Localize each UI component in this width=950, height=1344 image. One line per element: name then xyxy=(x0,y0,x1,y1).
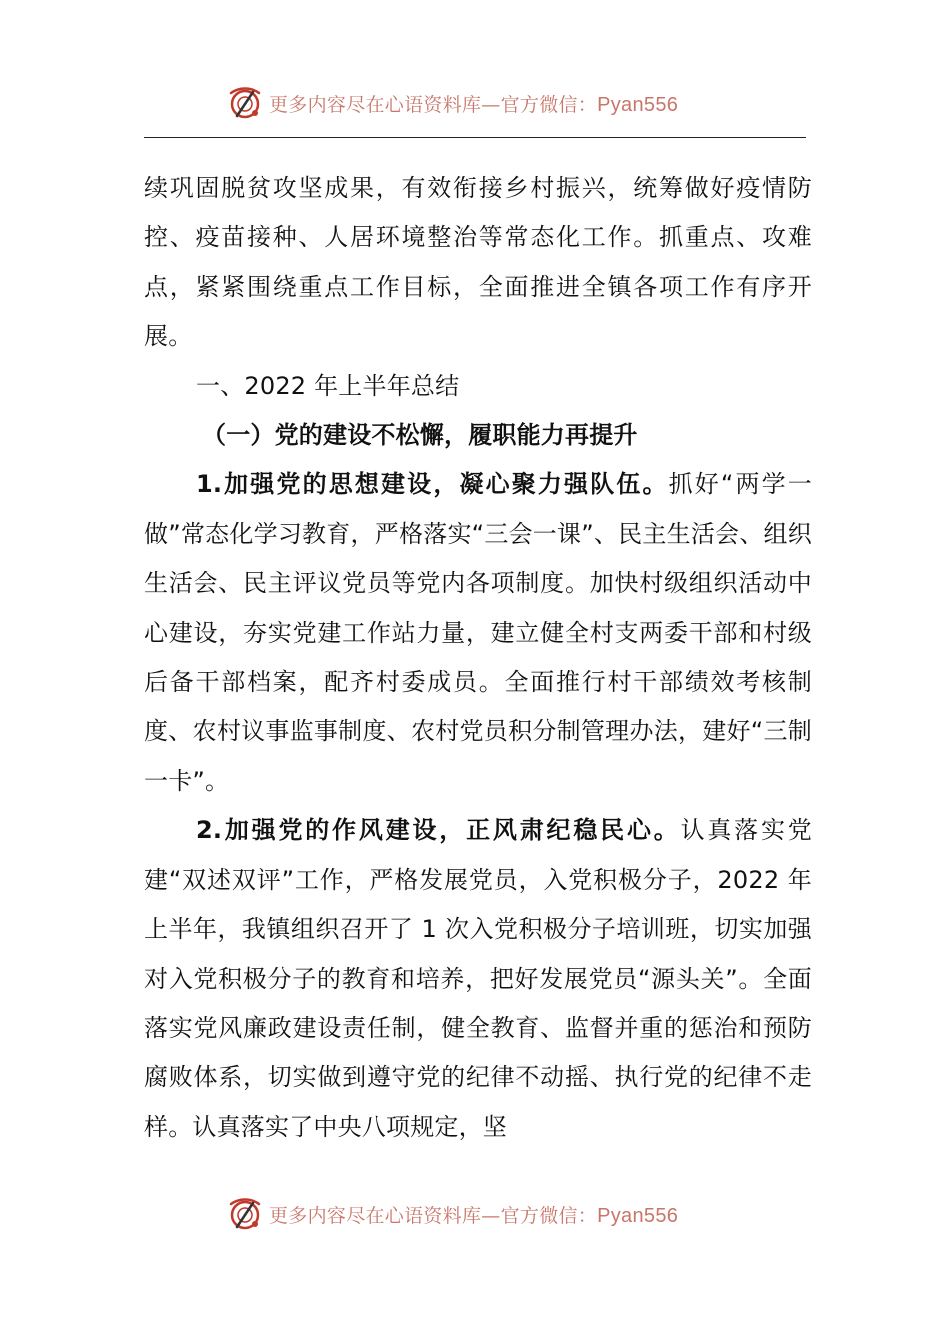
subsection-title: （一）党的建设不松懈，履职能力再提升 xyxy=(202,421,638,450)
paragraph-1-text: 抓好“两学一做”常态化学习教育，严格落实“三会一课”、民主生活会、组织生活会、民主评议党员等党内各项制度。加快村级组织活动中心建设，夯实党建工作站力量，建立健全村支两委干部和村级后备干部档案，配齐村委成员。全面推行村干部绩效考核制度、农村议事监事制度、农村党员积分制管理办法，建好“三制一卡”。 xyxy=(144,470,812,795)
intro-paragraph: 续巩固脱贫攻坚成果，有效衔接乡村振兴，统筹做好疫情防控、疫苗接种、人居环境整治等常态化工作。抓重点、攻难点，紧紧围绕重点工作目标，全面推进全镇各项工作有序开展。 xyxy=(144,174,812,351)
page-header xyxy=(225,81,678,125)
header-banner xyxy=(269,90,678,117)
page-footer xyxy=(225,1192,678,1236)
paragraph-1-lead: 1.加强党的思想建设，凝心聚力强队伍。 xyxy=(196,470,669,499)
section-title: 一、2022 年上半年总结 xyxy=(196,371,460,400)
logo-icon xyxy=(225,83,265,123)
paragraph-1 xyxy=(144,460,812,806)
logo-icon xyxy=(225,1194,265,1234)
footer-banner xyxy=(269,1201,678,1228)
footer-banner-text: 更多内容尽在心语资料库—官方微信： xyxy=(269,1204,598,1227)
document-body xyxy=(144,164,812,1152)
footer-wechat-id: Pyan556 xyxy=(597,1204,679,1227)
paragraph-2-text: 认真落实党建“双述双评”工作，严格发展党员，入党积极分子，2022 年上半年，我镇组织召开了 1 次入党积极分子培训班，切实加强对入党积极分子的教育和培养，把好发展党员“源头关”。全面落实党风廉政建设责任制，健全教育、监督并重的惩治和预防腐败体系，切实做到遵守党的纪律不动摇、执行党的纪律不走样。认真落实了中央八项规定，坚 xyxy=(144,816,812,1141)
paragraph-2 xyxy=(144,806,812,1152)
header-divider xyxy=(144,137,806,138)
paragraph-2-lead: 2.加强党的作风建设，正风肃纪稳民心。 xyxy=(196,816,681,845)
header-wechat-id: Pyan556 xyxy=(597,93,679,116)
header-banner-text: 更多内容尽在心语资料库—官方微信： xyxy=(269,93,598,116)
